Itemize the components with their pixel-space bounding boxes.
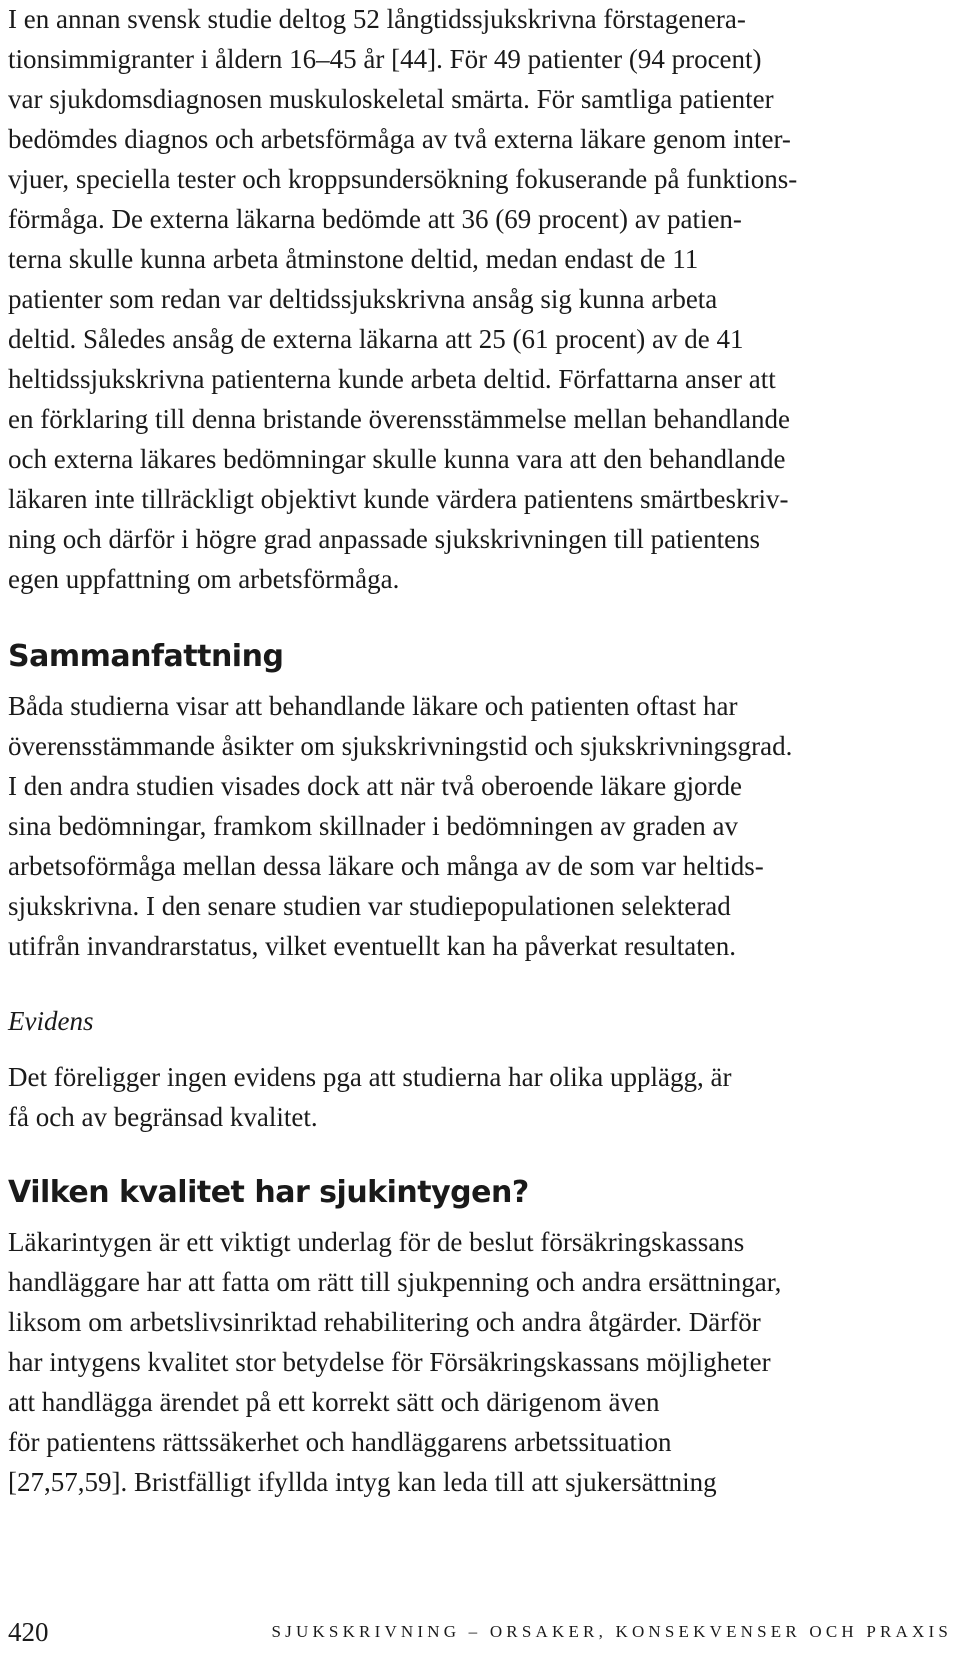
text-line: förmåga. De externa läkarna bedömde att 36 (69 procent) av patien- [8, 204, 742, 234]
text-line: deltid. Således ansåg de externa läkarna att 25 (61 procent) av de 41 [8, 324, 744, 354]
text-line: överensstämmande åsikter om sjukskrivningstid och sjukskrivningsgrad. [8, 731, 793, 761]
text-line: läkaren inte tillräckligt objektivt kunde värdera patientens smärtbeskriv- [8, 484, 789, 514]
section-heading-certificate-quality: Vilken kvalitet har sjukintygen? [8, 1175, 529, 1210]
text-line: arbetsoförmåga mellan dessa läkare och många av de som var heltids- [8, 851, 764, 881]
text-line: liksom om arbetslivsinriktad rehabilitering och andra åtgärder. Därför [8, 1307, 761, 1337]
text-line: Det föreligger ingen evidens pga att studierna har olika upplägg, är [8, 1062, 732, 1092]
text-line: terna skulle kunna arbeta åtminstone deltid, medan endast de 11 [8, 244, 699, 274]
paragraph-immigrant-study [8, 0, 797, 599]
text-line: heltidssjukskrivna patienterna kunde arbeta deltid. Författarna anser att [8, 364, 776, 394]
text-line: bedömdes diagnos och arbetsförmåga av två externa läkare genom inter- [8, 124, 791, 154]
text-line: för patientens rättssäkerhet och handläggarens arbetssituation [8, 1427, 672, 1457]
text-line: Läkarintygen är ett viktigt underlag för de beslut försäkringskassans [8, 1227, 745, 1257]
text-line: I den andra studien visades dock att när två oberoende läkare gjorde [8, 771, 742, 801]
paragraph-evidence [8, 1057, 732, 1137]
text-line: var sjukdomsdiagnosen muskuloskeletal smärta. För samtliga patienter [8, 84, 774, 114]
page-number: 420 [8, 1616, 49, 1647]
text-line: Båda studierna visar att behandlande läkare och patienten oftast har [8, 691, 738, 721]
text-line: I en annan svensk studie deltog 52 långtidssjukskrivna förstagenera- [8, 4, 746, 34]
page-footer [8, 1612, 952, 1652]
text-line: [27,57,59]. Bristfälligt ifyllda intyg kan leda till att sjukersättning [8, 1467, 717, 1497]
text-line: vjuer, speciella tester och kroppsundersökning fokuserande på funktions- [8, 164, 798, 194]
section-heading-summary: Sammanfattning [8, 639, 284, 674]
text-line: och externa läkares bedömningar skulle kunna vara att den behandlande [8, 444, 786, 474]
text-line: egen uppfattning om arbetsförmåga. [8, 564, 400, 594]
text-line: få och av begränsad kvalitet. [8, 1102, 318, 1132]
text-line: ning och därför i högre grad anpassade sjukskrivningen till patientens [8, 524, 761, 554]
text-line: sina bedömningar, framkom skillnader i bedömningen av graden av [8, 811, 738, 841]
text-line: tionsimmigranter i åldern 16–45 år [44]. För 49 patienter (94 procent) [8, 44, 762, 74]
text-line: patienter som redan var deltidssjukskrivna ansåg sig kunna arbeta [8, 284, 718, 314]
paragraph-summary [8, 686, 792, 966]
paragraph-certificate-quality [8, 1222, 781, 1502]
text-line: utifrån invandrarstatus, vilket eventuellt kan ha påverkat resultaten. [8, 931, 736, 961]
text-line: att handlägga ärendet på ett korrekt sätt och därigenom även [8, 1387, 660, 1417]
text-line: sjukskrivna. I den senare studien var studiepopulationen selekterad [8, 891, 731, 921]
section-heading-evidence: Evidens [8, 1006, 94, 1036]
text-line: har intygens kvalitet stor betydelse för Försäkringskassans möjligheter [8, 1347, 771, 1377]
running-title: SJUKSKRIVNING – ORSAKER, KONSEKVENSER OCH PRAXIS [271, 1622, 952, 1641]
text-line: en förklaring till denna bristande överensstämmelse mellan behandlande [8, 404, 790, 434]
text-line: handläggare har att fatta om rätt till sjukpenning och andra ersättningar, [8, 1267, 782, 1297]
